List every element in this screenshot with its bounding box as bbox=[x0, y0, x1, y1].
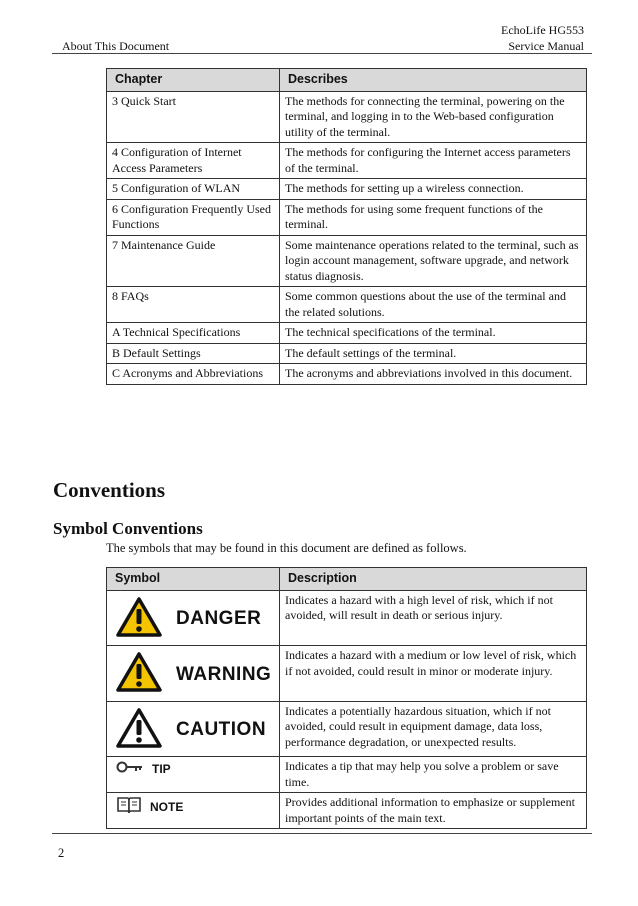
table-row bbox=[107, 287, 587, 323]
warning-triangle-icon bbox=[116, 652, 162, 697]
symbol-cell bbox=[107, 793, 280, 829]
symbol-graphic bbox=[112, 759, 274, 779]
description-cell: Indicates a hazard with a medium or low level of risk, which if not avoided, could result in minor or moderate injury. bbox=[280, 646, 587, 702]
chapter-cell: 5 Configuration of WLAN bbox=[107, 179, 280, 200]
col-header-description: Description bbox=[280, 568, 587, 591]
describes-cell: Some maintenance operations related to the terminal, such as login account management, software upgrade, and network status diagnosis. bbox=[280, 235, 587, 287]
describes-cell: The methods for connecting the terminal, powering on the terminal, and logging in to the Web-based configuration utility of the terminal. bbox=[280, 91, 587, 143]
describes-cell: Some common questions about the use of the terminal and the related solutions. bbox=[280, 287, 587, 323]
header-product: EchoLife HG553 bbox=[501, 23, 584, 37]
table-row bbox=[107, 143, 587, 179]
chapter-table bbox=[106, 68, 587, 385]
description-cell: Provides additional information to emphasize or supplement important points of the main text. bbox=[280, 793, 587, 829]
describes-cell: The acronyms and abbreviations involved in this document. bbox=[280, 364, 587, 385]
describes-cell: The technical specifications of the terminal. bbox=[280, 323, 587, 344]
table-row bbox=[107, 235, 587, 287]
table-row bbox=[107, 343, 587, 364]
symbol-graphic bbox=[112, 795, 274, 819]
chapter-cell: A Technical Specifications bbox=[107, 323, 280, 344]
symbol-cell bbox=[107, 646, 280, 702]
header-section: About This Document bbox=[62, 39, 170, 53]
chapter-table-header bbox=[107, 69, 587, 92]
table-row bbox=[107, 179, 587, 200]
symbol-cell bbox=[107, 757, 280, 793]
symbol-cell bbox=[107, 590, 280, 646]
table-row bbox=[107, 793, 587, 829]
describes-cell: The default settings of the terminal. bbox=[280, 343, 587, 364]
symbol-label: TIP bbox=[152, 761, 171, 776]
table-row bbox=[107, 590, 587, 646]
symbol-graphic bbox=[112, 593, 274, 644]
table-row bbox=[107, 701, 587, 757]
describes-cell: The methods for setting up a wireless connection. bbox=[280, 179, 587, 200]
symbol-label: DANGER bbox=[176, 608, 262, 629]
book-icon bbox=[116, 796, 142, 819]
chapter-cell: 4 Configuration of Internet Access Parameters bbox=[107, 143, 280, 179]
describes-cell: The methods for using some frequent functions of the terminal. bbox=[280, 199, 587, 235]
symbol-cell bbox=[107, 701, 280, 757]
table-row bbox=[107, 757, 587, 793]
table-row bbox=[107, 646, 587, 702]
description-cell: Indicates a hazard with a high level of risk, which if not avoided, will result in death or serious injury. bbox=[280, 590, 587, 646]
table-row bbox=[107, 199, 587, 235]
chapter-cell: 7 Maintenance Guide bbox=[107, 235, 280, 287]
header-product-info bbox=[501, 22, 584, 54]
header-manual: Service Manual bbox=[508, 39, 584, 53]
subsection-title: Symbol Conventions bbox=[53, 519, 203, 538]
chapter-cell: C Acronyms and Abbreviations bbox=[107, 364, 280, 385]
description-cell: Indicates a tip that may help you solve a problem or save time. bbox=[280, 757, 587, 793]
header-divider bbox=[52, 53, 592, 54]
symbol-graphic bbox=[112, 704, 274, 755]
intro-text: The symbols that may be found in this document are defined as follows. bbox=[106, 541, 467, 555]
symbol-label: NOTE bbox=[150, 799, 184, 814]
symbol-label: CAUTION bbox=[176, 719, 267, 740]
table-row bbox=[107, 91, 587, 143]
symbol-table bbox=[106, 567, 587, 829]
col-header-describes: Describes bbox=[280, 69, 587, 92]
key-icon bbox=[116, 760, 144, 779]
section-title: Conventions bbox=[53, 478, 166, 502]
warning-triangle-icon bbox=[116, 597, 162, 642]
symbol-graphic bbox=[112, 648, 274, 699]
col-header-chapter: Chapter bbox=[107, 69, 280, 92]
symbol-label: WARNING bbox=[176, 663, 272, 685]
describes-cell: The methods for configuring the Internet access parameters of the terminal. bbox=[280, 143, 587, 179]
page-number: 2 bbox=[58, 846, 65, 860]
description-cell: Indicates a potentially hazardous situation, which if not avoided, could result in equipment damage, data loss, performance degradation, or unexpected results. bbox=[280, 701, 587, 757]
col-header-symbol: Symbol bbox=[107, 568, 280, 591]
footer-divider bbox=[52, 833, 592, 834]
chapter-cell: B Default Settings bbox=[107, 343, 280, 364]
table-row bbox=[107, 364, 587, 385]
symbol-table-header bbox=[107, 568, 587, 591]
chapter-cell: 6 Configuration Frequently Used Functions bbox=[107, 199, 280, 235]
warning-triangle-icon bbox=[116, 708, 162, 753]
chapter-cell: 3 Quick Start bbox=[107, 91, 280, 143]
chapter-cell: 8 FAQs bbox=[107, 287, 280, 323]
table-row bbox=[107, 323, 587, 344]
